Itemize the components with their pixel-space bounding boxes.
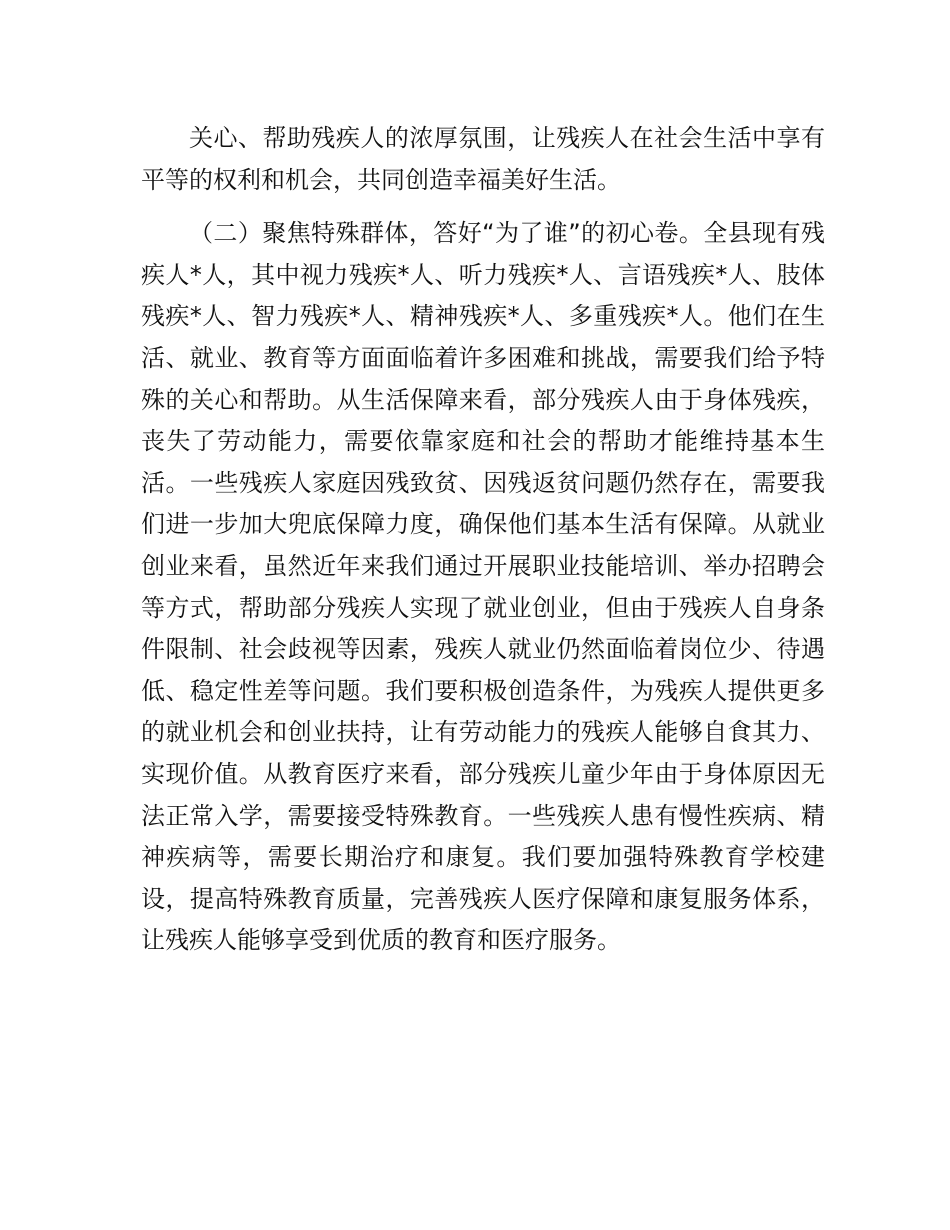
body-text [141, 118, 825, 962]
paragraph-continuation: 关心、帮助残疾人的浓厚氛围，让残疾人在社会生活中享有平等的权利和机会，共同创造幸福美好生活。 [141, 124, 825, 194]
paragraph-special-groups: （二）聚焦特殊群体，答好“为了谁”的初心卷。全县现有残疾人*人，其中视力残疾*人、听力残疾*人、言语残疾*人、肢体残疾*人、智力残疾*人、精神残疾*人、多重残疾*人。他们在生活、就业、教育等方面面临着许多困难和挑战，需要我们给予特殊的关心和帮助。从生活保障来看，部分残疾人由于身体残疾，丧失了劳动能力，需要依靠家庭和社会的帮助才能维持基本生活。一些残疾人家庭因残致贫、因残返贫问题仍然存在，需要我们进一步加大兜底保障力度，确保他们基本生活有保障。从就业创业来看，虽然近年来我们通过开展职业技能培训、举办招聘会等方式，帮助部分残疾人实现了就业创业，但由于残疾人自身条件限制、社会歧视等因素，残疾人就业仍然面临着岗位少、待遇低、稳定性差等问题。我们要积极创造条件，为残疾人提供更多的就业机会和创业扶持，让有劳动能力的残疾人能够自食其力、实现价值。从教育医疗来看，部分残疾儿童少年由于身体原因无法正常入学，需要接受特殊教育。一些残疾人患有慢性疾病、精神疾病等，需要长期治疗和康复。我们要加强特殊教育学校建设，提高特殊教育质量，完善残疾人医疗保障和康复服务体系，让残疾人能够享受到优质的教育和医疗服务。 [141, 219, 825, 955]
